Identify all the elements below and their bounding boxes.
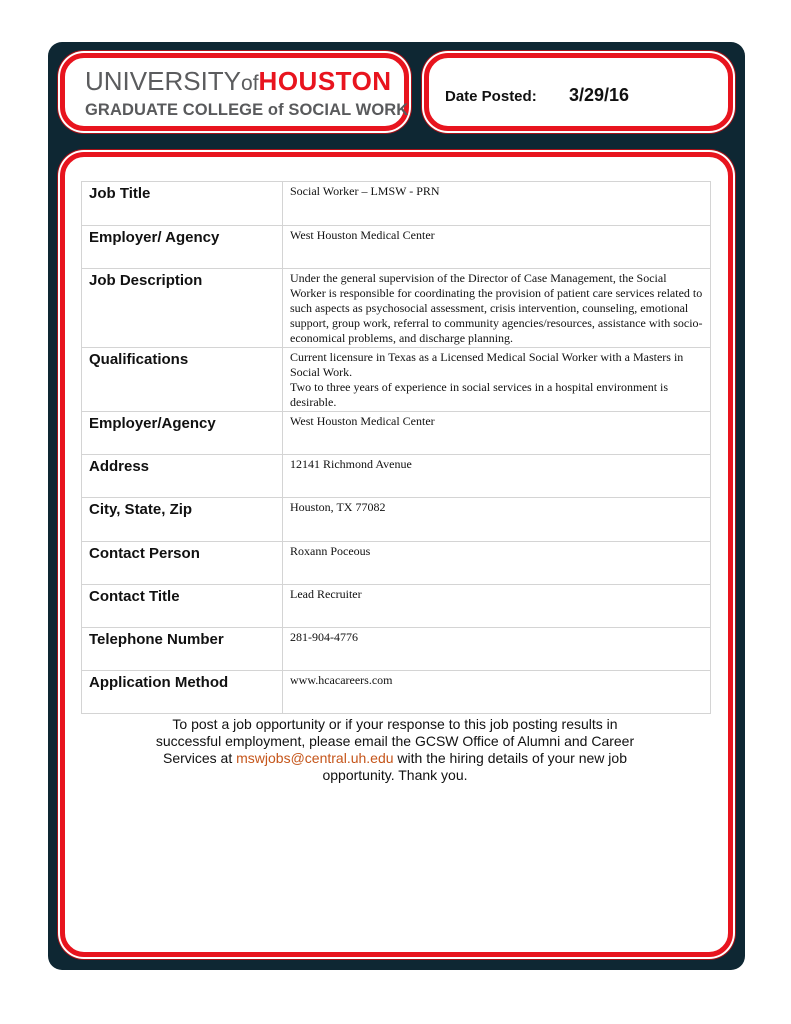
table-row: [82, 455, 711, 498]
table-row: [82, 269, 711, 348]
college-name: GRADUATE COLLEGE of SOCIAL WORK: [85, 101, 409, 119]
date-panel: [424, 53, 733, 131]
table-row: [82, 542, 711, 585]
footer-text-before: To post a job opportunity or if your response to this job posting results in successful employment, please email the GCSW Office of Alumni and Career Services at: [155, 716, 635, 766]
table-row: [82, 498, 711, 542]
email-link[interactable]: mswjobs@central.uh.edu: [236, 750, 394, 766]
row-label: Contact Title: [82, 585, 283, 628]
row-value: Social Worker – LMSW - PRN: [283, 182, 711, 226]
logo-of-text: of: [241, 72, 259, 95]
row-value: 12141 Richmond Avenue: [283, 455, 711, 498]
row-label: Contact Person: [82, 542, 283, 585]
table-row: [82, 182, 711, 226]
row-label: City, State, Zip: [82, 498, 283, 542]
table-row: [82, 226, 711, 269]
row-label: Application Method: [82, 671, 283, 714]
row-label: Job Description: [82, 269, 283, 348]
row-value: West Houston Medical Center: [283, 412, 711, 455]
university-logo-panel: [60, 53, 409, 131]
table-row: [82, 348, 711, 412]
row-label: Employer/ Agency: [82, 226, 283, 269]
table-row: [82, 628, 711, 671]
table-row: [82, 671, 711, 714]
table-row: [82, 585, 711, 628]
row-label: Job Title: [82, 182, 283, 226]
university-logo: [85, 66, 392, 97]
qualification-line: Current licensure in Texas as a Licensed Medical Social Worker with a Masters in Social Work.: [290, 350, 684, 379]
row-value: Under the general supervision of the Director of Case Management, the Social Worker is responsible for coordinating the provision of patient care services related to such aspects as psychosocial assessment, crisis intervention, counseling, emotional support, group work, referral to community agencies/resources, assistance with socio-economical problems, and discharge planning.: [283, 269, 711, 348]
row-value: Roxann Poceous: [283, 542, 711, 585]
date-posted-label: Date Posted:: [445, 88, 537, 105]
table-row: [82, 412, 711, 455]
row-label: Qualifications: [82, 348, 283, 412]
row-value: www.hcacareers.com: [283, 671, 711, 714]
row-label: Address: [82, 455, 283, 498]
job-details-table: [81, 181, 711, 714]
row-label: Telephone Number: [82, 628, 283, 671]
footer-note: [140, 716, 650, 784]
qualification-line: Two to three years of experience in social services in a hospital environment is desirable.: [290, 380, 669, 409]
logo-university-text: UNIVERSITY: [85, 66, 242, 96]
footer-text-after: with the hiring details of your new job opportunity. Thank you.: [322, 750, 627, 783]
row-value: 281-904-4776: [283, 628, 711, 671]
row-value: Lead Recruiter: [283, 585, 711, 628]
logo-houston-text: HOUSTON: [258, 66, 392, 96]
row-value: West Houston Medical Center: [283, 226, 711, 269]
row-value: Houston, TX 77082: [283, 498, 711, 542]
row-value: [283, 348, 711, 412]
row-label: Employer/Agency: [82, 412, 283, 455]
date-posted-value: 3/29/16: [569, 85, 630, 105]
